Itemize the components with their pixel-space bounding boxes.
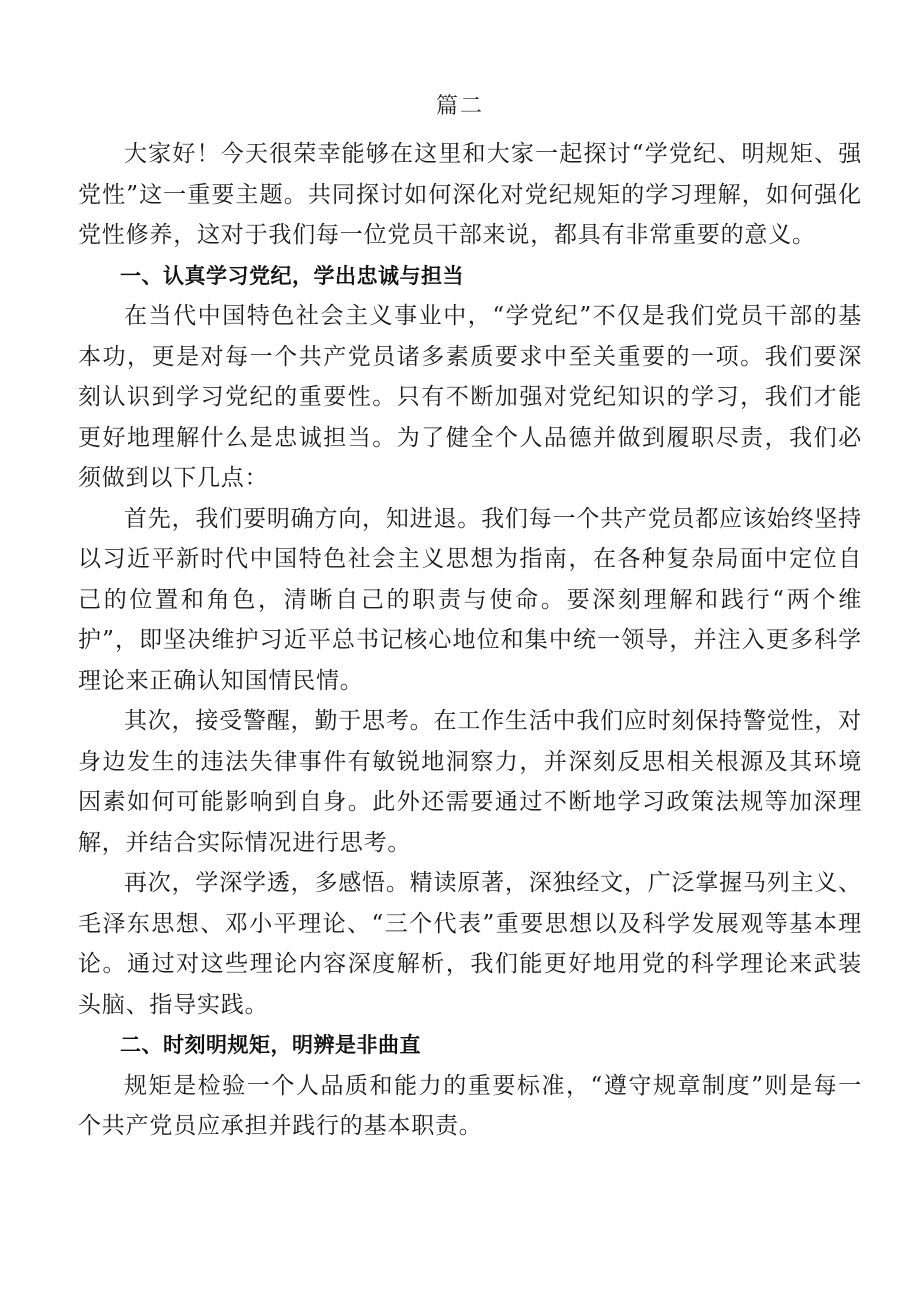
section-1-paragraph-4: 再次，学深学透，多感悟。精读原著，深独经文，广泛掌握马列主义、毛泽东思想、邓小平理论、“三个代表”重要思想以及科学发展观等基本理论。通过对这些理论内容深度解析，我们能更好地用党的科学理论来武装头脑、指导实践。	[78, 870, 862, 1018]
section-1-paragraph-1: 在当代中国特色社会主义事业中，“学党纪”不仅是我们党员干部的基本功，更是对每一个共产党员诸多素质要求中至关重要的一项。我们要深刻认识到学习党纪的重要性。只有不断加强对党纪知识的学习，我们才能更好地理解什么是忠诚担当。为了健全个人品德并做到履职尽责，我们必须做到以下几点：	[78, 303, 862, 491]
document-title: 篇二	[435, 94, 484, 119]
intro-paragraph: 大家好！今天很荣幸能够在这里和大家一起探讨“学党纪、明规矩、强党性”这一重要主题。共同探讨如何深化对党纪规矩的学习理解，如何强化党性修养，这对于我们每一位党员干部来说，都具有非常重要的意义。	[78, 141, 862, 248]
section-2-paragraph-1: 规矩是检验一个人品质和能力的重要标准，“遵守规章制度”则是每一个共产党员应承担并践行的基本职责。	[78, 1072, 862, 1139]
section-1-heading: 一、认真学习党纪，学出忠诚与担当	[120, 263, 464, 288]
document-body	[78, 134, 862, 1147]
section-1-paragraph-3: 其次，接受警醒，勤于思考。在工作生活中我们应时刻保持警觉性，对身边发生的违法失律事件有敏锐地洞察力，并深刻反思相关根源及其环境因素如何可能影响到自身。此外还需要通过不断地学习政策法规等加深理解，并结合实际情况进行思考。	[78, 708, 862, 856]
section-1-paragraph-2: 首先，我们要明确方向，知进退。我们每一个共产党员都应该始终坚持以习近平新时代中国特色社会主义思想为指南，在各种复杂局面中定位自己的位置和角色，清晰自己的职责与使命。要深刻理解和践行“两个维护”，即坚决维护习近平总书记核心地位和集中统一领导，并注入更多科学理论来正确认知国情民情。	[78, 505, 862, 694]
section-2-heading: 二、时刻明规矩，明辨是非曲直	[120, 1033, 421, 1057]
